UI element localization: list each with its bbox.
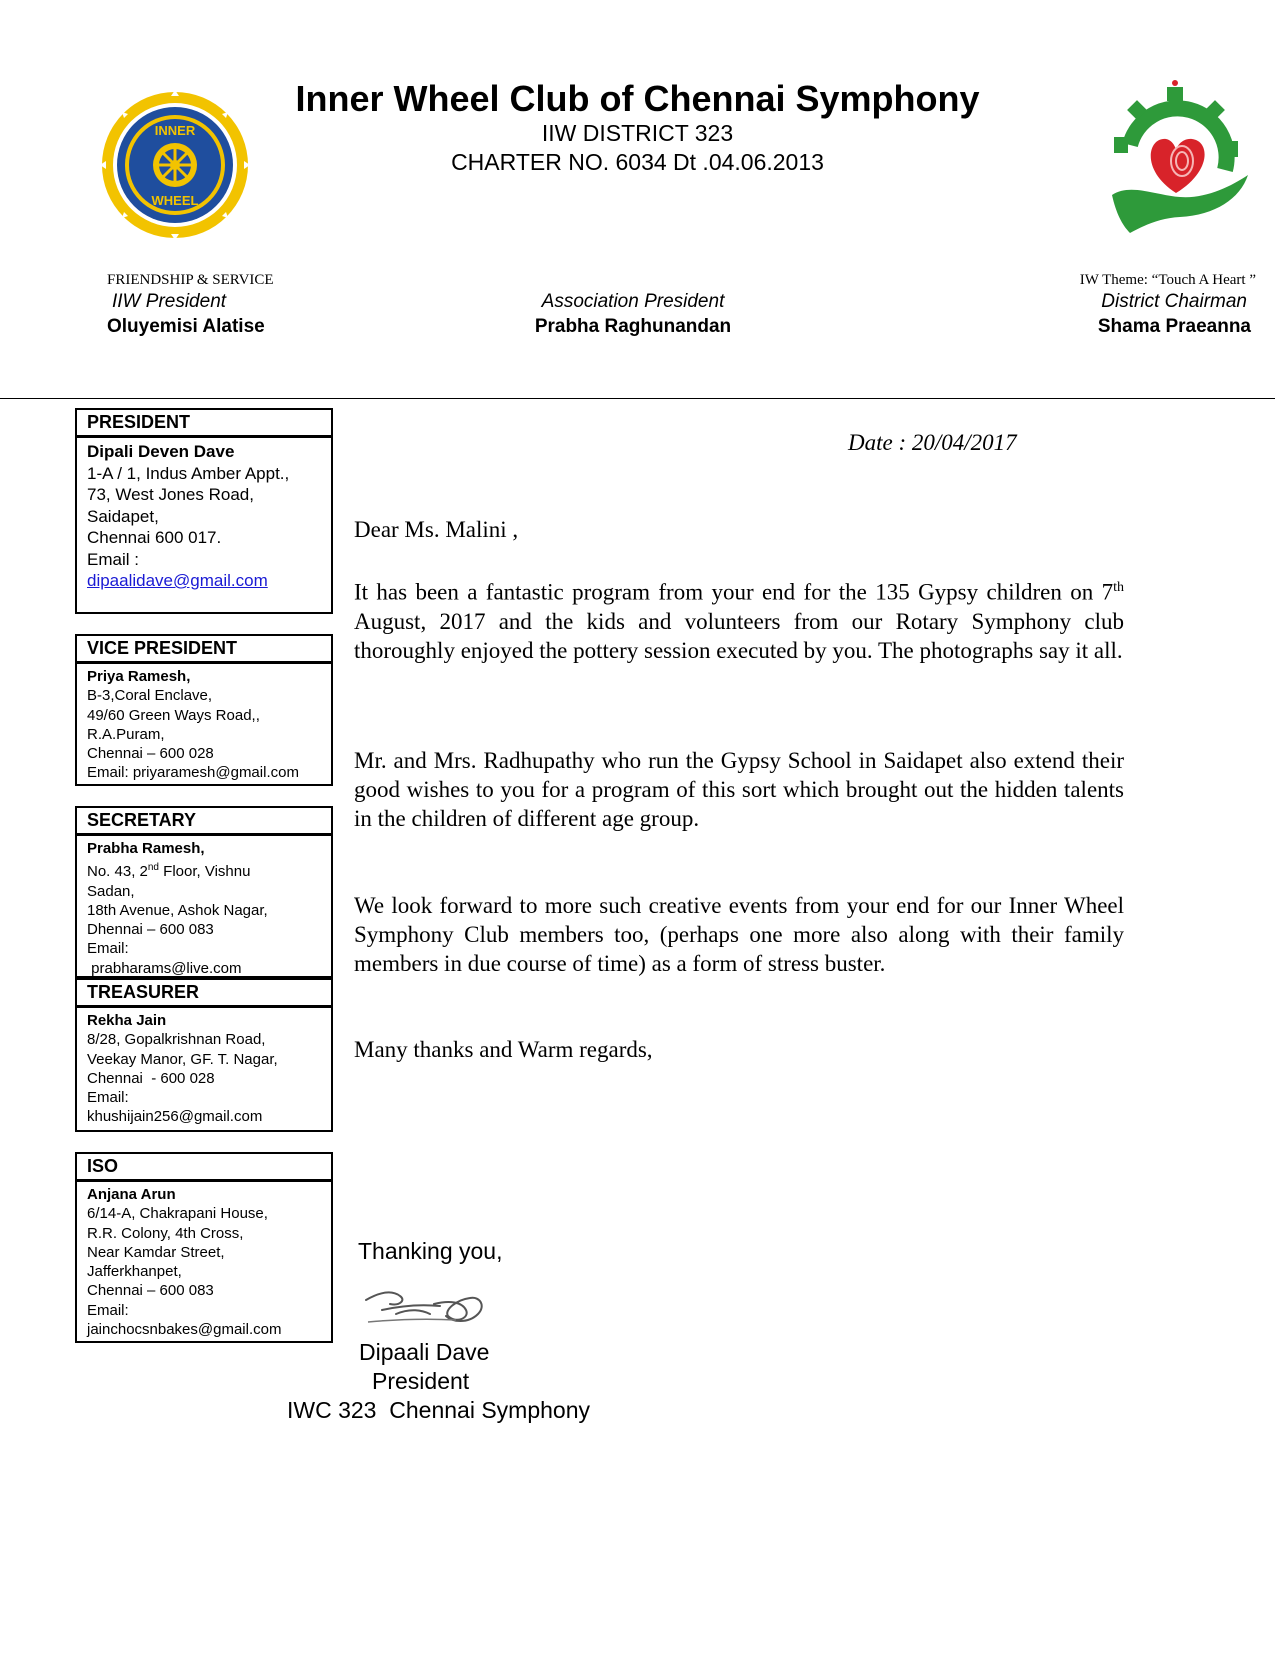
official-role-1: IIW President (112, 291, 227, 312)
paragraph-1-text: August, 2017 and the kids and volunteers from our Rotary Symphony club thoroughly enjoyed the pottery session executed by you. The photographs say it all. (354, 608, 1124, 663)
vice-president-address-line: B-3,Coral Enclave, (87, 687, 213, 705)
salutation: Dear Ms. Malini , (354, 517, 519, 542)
treasurer-email-label: Email: (87, 1089, 129, 1107)
treasurer-address-line: Veekay Manor, GF. T. Nagar, (87, 1050, 278, 1068)
paragraph-2: Mr. and Mrs. Radhupathy who run the Gypsy School in Saidapet also extend their good wishes to you for a program of this sort which brought out the hidden talents in the children of different age group. (354, 748, 1124, 831)
signer-title: President (372, 1368, 470, 1394)
treasurer-name: Rekha Jain (87, 1012, 167, 1029)
treasurer-address-line: Chennai - 600 028 (87, 1069, 215, 1087)
iso-address-line: 6/14-A, Chakrapani House, (87, 1205, 268, 1223)
club-name: Inner Wheel Club of Chennai Symphony (295, 78, 980, 119)
treasurer-details (77, 1008, 331, 1132)
signer-name: Dipaali Dave (359, 1339, 490, 1365)
iso-address-line: Near Kamdar Street, (87, 1243, 225, 1261)
vice-president-section (75, 634, 333, 786)
header-divider (0, 398, 1275, 399)
president-address-line: Saidapet, (87, 506, 159, 526)
secretary-address-line: Sadan, (87, 882, 135, 900)
secretary-address-part: No. 43, 2 (87, 863, 148, 881)
closing-line: Many thanks and Warm regards, (354, 1037, 653, 1062)
paragraph-3: We look forward to more such creative events from your end for our Inner Wheel Symphony Club members too, (perhaps one more also along with their family members in due course of time) as a form of stress buster. (354, 893, 1124, 976)
official-role-2: Association President (541, 291, 725, 312)
vice-president-address-line: 49/60 Green Ways Road,, (87, 706, 260, 724)
secretary-address-sup: nd (147, 862, 159, 874)
iso-section (75, 1152, 333, 1343)
president-address-line: 73, West Jones Road, (87, 485, 254, 504)
theme: IW Theme: “Touch A Heart ” (1079, 272, 1256, 288)
official-name-3: Shama Praeanna (1097, 316, 1251, 337)
vice-president-address-line: R.A.Puram, (87, 725, 165, 743)
paragraph-1 (354, 573, 1124, 665)
vice-president-address-line: Chennai – 600 028 (87, 745, 214, 763)
secretary-heading: SECRETARY (77, 808, 331, 836)
secretary-address-line (87, 858, 331, 881)
president-address-line: Chennai 600 017. (87, 528, 222, 547)
secretary-details (77, 836, 331, 978)
touch-a-heart-logo (1100, 75, 1250, 240)
paragraph-1-superscript: th (1113, 580, 1124, 595)
president-details (77, 438, 331, 614)
official-name-2: Prabha Raghunandan (534, 316, 732, 337)
treasurer-email: khushijain256@gmail.com (87, 1108, 263, 1126)
iso-address-line: Chennai – 600 083 (87, 1282, 214, 1300)
official-name-1: Oluyemisi Alatise (107, 316, 265, 337)
inner-wheel-logo (100, 90, 250, 240)
president-address-line: 1-A / 1, Indus Amber Appt., (87, 463, 290, 483)
iso-heading: ISO (77, 1154, 331, 1182)
iso-email: jainchocsnbakes@gmail.com (87, 1321, 282, 1339)
letter-date: Date : 20/04/2017 (848, 430, 1017, 455)
district-line: IIW DISTRICT 323 (541, 120, 734, 146)
iso-address-line: Jafferkhanpet, (87, 1263, 182, 1281)
secretary-address-line: Dhennai – 600 083 (87, 921, 214, 939)
secretary-email-label: Email: (87, 940, 129, 958)
paragraph-1-text: It has been a fantastic program from your end for the 135 Gypsy children on 7 (354, 579, 1114, 605)
iso-details (77, 1182, 331, 1343)
secretary-address-line: 18th Avenue, Ashok Nagar, (87, 901, 268, 919)
vice-president-name: Priya Ramesh, (87, 668, 191, 685)
iso-email-label: Email: (87, 1301, 129, 1319)
treasurer-heading: TREASURER (77, 980, 331, 1008)
official-role-3: District Chairman (1101, 291, 1247, 312)
president-heading: PRESIDENT (77, 410, 331, 438)
signer-organization: IWC 323 Chennai Symphony (287, 1397, 590, 1423)
treasurer-section (75, 978, 333, 1132)
treasurer-address-line: 8/28, Gopalkrishnan Road, (87, 1031, 266, 1049)
president-section (75, 408, 333, 614)
motto: FRIENDSHIP & SERVICE (107, 272, 274, 288)
president-email-label: Email : (87, 549, 139, 569)
vice-president-heading: VICE PRESIDENT (77, 636, 331, 664)
signature (360, 1270, 510, 1340)
vice-president-details (77, 664, 331, 786)
charter-line: CHARTER NO. 6034 Dt .04.06.2013 (451, 149, 824, 175)
iso-address-line: R.R. Colony, 4th Cross, (87, 1224, 244, 1242)
secretary-email: prabharams@live.com (87, 959, 242, 977)
secretary-section (75, 806, 333, 978)
thanking-line: Thanking you, (358, 1238, 503, 1264)
president-email-link[interactable]: dipaalidave@gmail.com (87, 571, 268, 590)
vice-president-email: Email: priyaramesh@gmail.com (87, 764, 299, 782)
secretary-address-part: Floor, Vishnu (159, 863, 251, 881)
office-bearers-sidebar (75, 408, 333, 1343)
president-name: Dipali Deven Dave (87, 442, 235, 461)
logo-text-top: INNER (154, 123, 196, 138)
secretary-name: Prabha Ramesh, (87, 840, 205, 857)
logo-text-bottom: WHEEL (151, 193, 199, 208)
iso-name: Anjana Arun (87, 1186, 176, 1203)
